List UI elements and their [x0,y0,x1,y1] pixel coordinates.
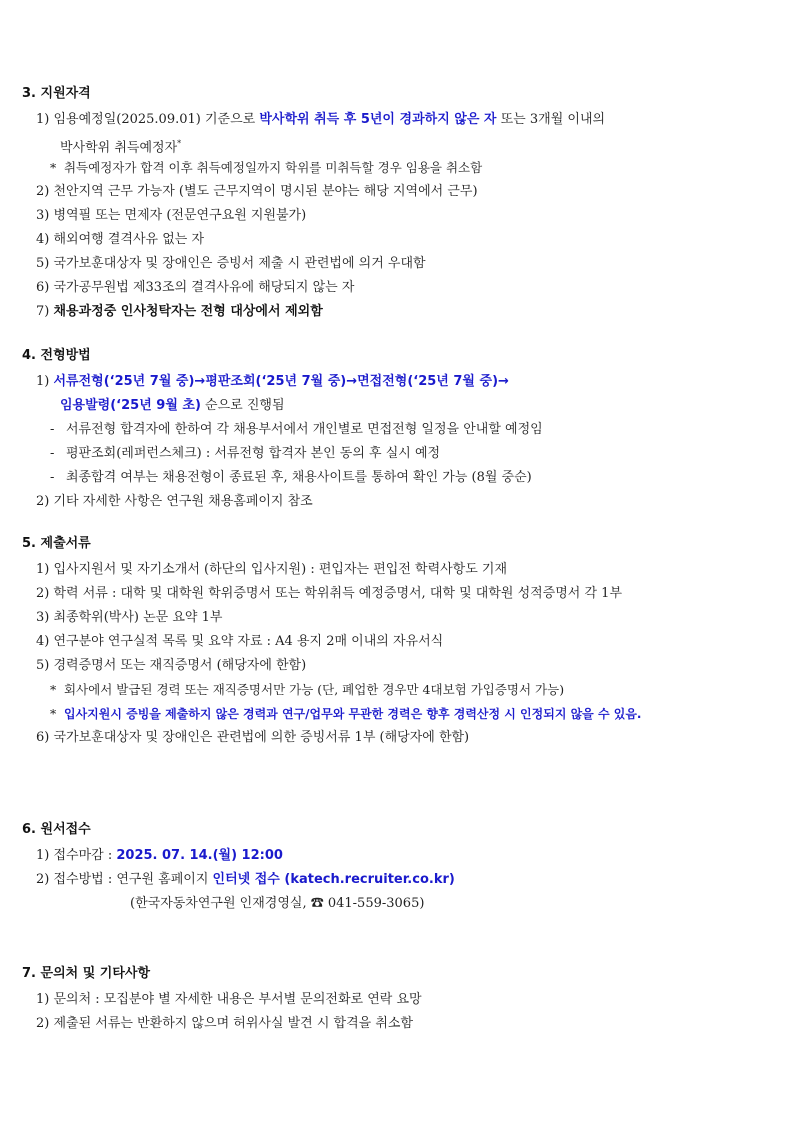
item-text: 1) 임용예정일(2025.09.01) 기준으로 [36,112,260,127]
highlight-text: 입사지원시 증빙을 제출하지 않은 경력과 연구/업무와 무관한 경력은 향후 경력산정 시 인정되지 않을 수 있음. [63,707,642,721]
eligibility-item-6: 6) 국가공무원법 제33조의 결격사유에 해당되지 않는 자 [36,280,355,295]
document-item-6: 6) 국가보훈대상자 및 장애인은 관련법에 의한 증빙서류 1부 (해당자에 한함) [36,730,470,745]
document-note-1 [22,678,782,702]
footnote-mark: * [177,139,182,148]
eligibility-item-4: 4) 해외여행 결격사유 없는 자 [36,232,205,247]
process-item-1 [22,370,782,394]
section-selection-process [22,346,782,514]
section-application [22,820,782,916]
item-text: 또는 3개월 이내의 [496,112,606,127]
detail-text: 평판조회(레퍼런스체크) : 서류전형 합격자 본인 동의 후 실시 예정 [66,446,441,461]
document-item-4: 4) 연구분야 연구실적 목록 및 요약 자료 : A4 용지 2매 이내의 자유서식 [36,634,444,649]
document-item-1: 1) 입사지원서 및 자기소개서 (하단의 입사지원) : 편입자는 편입전 학력사항도 기재 [36,562,508,577]
highlight-text: 박사학위 취득 후 5년이 경과하지 않은 자 [259,112,497,127]
eligibility-note [22,156,782,180]
document-item-2: 2) 학력 서류 : 대학 및 대학원 학위증명서 또는 학위취득 예정증명서, 대학 및 대학원 성적증명서 각 1부 [36,586,623,601]
highlight-text: 임용발령(‘25년 9월 초) [60,398,201,413]
section-title: 3. 지원자격 [22,86,91,101]
section-title: 4. 전형방법 [22,348,91,363]
section-title: 5. 제출서류 [22,536,91,551]
eligibility-item-3: 3) 병역필 또는 면제자 (전문연구요원 지원불가) [36,208,307,223]
section-title: 7. 문의처 및 기타사항 [22,966,151,981]
document-note-2 [22,702,782,726]
eligibility-item-5: 5) 국가보훈대상자 및 장애인은 증빙서 제출 시 관련법에 의거 우대함 [36,256,426,271]
item-number: 7) [36,304,54,319]
dash-bullet: - [50,470,55,485]
item-text: 1) 접수마감 : [36,848,117,863]
document-item-3: 3) 최종학위(박사) 논문 요약 1부 [36,610,223,625]
eligibility-item-7 [22,300,782,324]
note-star: * [50,706,57,721]
item-text: 박사학위 취득예정자 [60,140,178,156]
highlight-text: 서류전형(‘25년 7월 중)→평판조회(‘25년 7월 중)→면접전형(‘25년 7월 중)→ [53,374,509,389]
note-text: 취득예정자가 합격 이후 취득예정일까지 학위를 미취득할 경우 임용을 취소함 [63,160,483,175]
bold-text: 채용과정중 인사청탁자는 전형 대상에서 제외함 [53,304,323,319]
item-number: 1) [36,374,54,389]
document-item-5: 5) 경력증명서 또는 재직증명서 (해당자에 한함) [36,658,307,673]
dash-bullet: - [50,446,55,461]
section-title: 6. 원서접수 [22,822,91,837]
section-documents [22,534,782,750]
item-text: 순으로 진행됨 [200,398,285,413]
application-contact: (한국자동차연구원 인재경영실, ☎ 041-559-3065) [130,896,425,911]
application-method [22,868,782,892]
contact-item-2: 2) 제출된 서류는 반환하지 않으며 허위사실 발견 시 합격을 취소함 [36,1016,414,1031]
note-star: * [50,160,57,175]
process-item-2: 2) 기타 자세한 사항은 연구원 채용홈페이지 참조 [36,494,313,509]
eligibility-item-1 [22,108,782,132]
deadline-value: 2025. 07. 14.(월) 12:00 [116,848,283,863]
dash-bullet: - [50,422,55,437]
section-contact-etc [22,964,782,1036]
section-eligibility [22,84,782,324]
detail-text: 최종합격 여부는 채용전형이 종료된 후, 채용사이트를 통하여 확인 가능 (8월 중순) [66,470,532,485]
process-detail-1 [22,418,782,442]
eligibility-item-2: 2) 천안지역 근무 가능자 (별도 근무지역이 명시된 분야는 해당 지역에서 근무) [36,184,478,199]
note-star: * [50,682,57,697]
item-text: 2) 접수방법 : 연구원 홈페이지 [36,872,213,887]
process-detail-2 [22,442,782,466]
process-detail-3 [22,466,782,490]
eligibility-item-1-cont [22,132,782,156]
note-text: 회사에서 발급된 경력 또는 재직증명서만 가능 (단, 폐업한 경우만 4대보험 가입증명서 가능) [63,682,565,697]
process-item-1-cont [22,394,782,418]
application-link[interactable]: 인터넷 접수 (katech.recruiter.co.kr) [212,872,455,887]
application-deadline [22,844,782,868]
detail-text: 서류전형 합격자에 한하여 각 채용부서에서 개인별로 면접전형 일정을 안내할 예정임 [66,422,543,437]
contact-item-1: 1) 문의처 : 모집분야 별 자세한 내용은 부서별 문의전화로 연락 요망 [36,992,422,1007]
